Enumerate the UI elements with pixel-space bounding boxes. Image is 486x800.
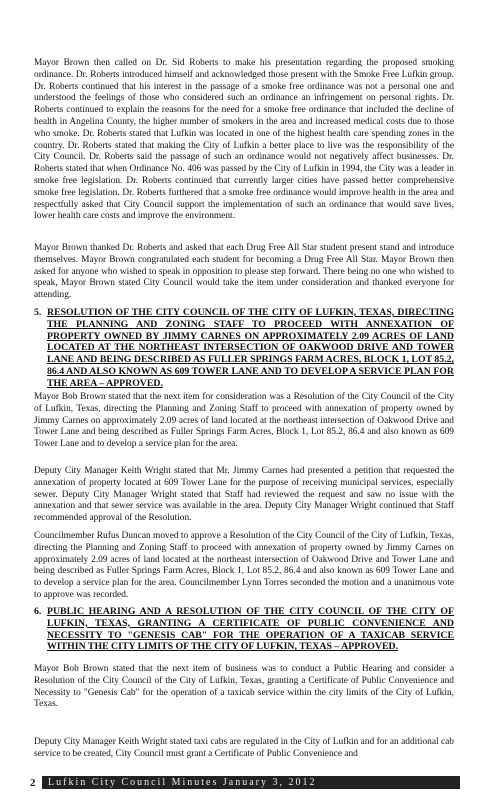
- paragraph-drug-free-all-stars: Mayor Brown thanked Dr. Roberts and asked that each Drug Free All Star student present stand and introduce themselves. Mayor Brown congratulated each student for becoming a Drug Free All Star. Mayor Brown then asked for anyone who wished to speak in opposition to please step forward. There being no one who wished to speak, Mayor Brown stated City Council would take the item under consideration and thanked everyone for attending.: [34, 243, 454, 301]
- paragraph-genesis-cab-intro: Mayor Bob Brown stated that the next item of business was to conduct a Public Hearing and consider a Resolution of the City Council of the City of Lufkin, Texas, granting a Certificate of Public Convenience and Necessity to "Genesis Cab" for the operation of a taxicab service within the city limits of the City of Lufkin, Texas.: [34, 664, 454, 710]
- paragraph-wright-taxicab: Deputy City Manager Keith Wright stated taxi cabs are regulated in the City of Lufkin and for an additional cab service to be created, City Council must grant a Certificate of Public Convenience and: [34, 737, 454, 759]
- agenda-item-6-heading: [34, 606, 454, 653]
- agenda-item-title: PUBLIC HEARING AND A RESOLUTION OF THE CITY COUNCIL OF THE CITY OF LUFKIN, TEXAS, GRANTING A CERTIFICATE OF PUBLIC CONVENIENCE AND NECESSITY TO "GENESIS CAB" FOR THE OPERATION OF A TAXICAB SERVICE WITHIN THE CITY LIMITS OF THE CITY OF LUFKIN, TEXAS – APPROVED.: [47, 606, 454, 653]
- page-footer: [30, 775, 460, 790]
- agenda-item-title: RESOLUTION OF THE CITY COUNCIL OF THE CITY OF LUFKIN, TEXAS, DIRECTING THE PLANNING AND ZONING STAFF TO PROCEED WITH ANNEXATION OF PROPERTY OWNED BY JIMMY CARNES ON APPROXIMATELY 2.09 ACRES OF LAND LOCATED AT THE NORTHEAST INTERSECTION OF OAKWOOD DRIVE AND TOWER LANE AND BEING DESCRIBED AS FULLER SPRINGS FARM ACRES, BLOCK 1, LOT 85.2, 86.4 AND ALSO KNOWN AS 609 TOWER LANE AND TO DEVELOP A SERVICE PLAN FOR THE AREA – APPROVED.: [47, 307, 454, 389]
- agenda-item-number: 5.: [34, 307, 42, 318]
- paragraph-annexation-intro: Mayor Bob Brown stated that the next item for consideration was a Resolution of the City Council of the City of Lufkin, Texas, directing the Planning and Zoning Staff to proceed with annexation of property owned by Jimmy Carnes on approximately 2.09 acres of land located at the northeast intersection of Oakwood Drive and Tower Lane and being described as Fuller Springs Farm Acres, Block 1, Lot 85.2, 86.4 and also known as 609 Tower Lane and to develop a service plan for the area.: [34, 392, 454, 450]
- agenda-item-number: 6.: [34, 606, 42, 617]
- page-number: 2: [30, 776, 36, 789]
- paragraph-roberts-presentation: Mayor Brown then called on Dr. Sid Roberts to make his presentation regarding the proposed smoking ordinance. Dr. Roberts introduced himself and acknowledged those present with the Smoke Free Lufkin group. Dr. Roberts continued that his interest in the passage of a smoke free ordinance was not a personal one and understood the feelings of those who considered such an ordinance an infringement on personal rights. Dr. Roberts continued to explain the reasons for the need for a smoke free ordinance that included the decline of health in Angelina County, the higher number of smokers in the area and increased medical costs due to those who smoke. Dr. Roberts stated that Lufkin was located in one of the highest health care spending zones in the country. Dr. Roberts stated that making the City of Lufkin a better place to live was the responsibility of the City Council. Dr. Roberts said the passage of such an ordinance would not negatively affect businesses. Dr. Roberts stated that when Ordinance No. 406 was passed by the City of Lufkin in 1994, the City was a leader in smoke free legislation. Dr. Roberts continued that currently larger cities have passed better comprehensive smoke free legislation. Dr. Roberts furthered that a smoke free ordinance would improve health in the area and respectfully asked that City Council support the implementation of such an ordinance that would save lives, lower health care costs and improve the environment.: [34, 58, 454, 222]
- paragraph-wright-annexation: Deputy City Manager Keith Wright stated that Mr. Jimmy Carnes had presented a petition that requested the annexation of property located at 609 Tower Lane for the purpose of receiving municipal services, especially sewer. Deputy City Manager Wright stated that Staff had reviewed the request and saw no issue with the annexation and that sewer service was available in the area. Deputy City Manager Wright continued that Staff recommended approval of the Resolution.: [34, 466, 454, 524]
- paragraph-annexation-motion: Councilmember Rufus Duncan moved to approve a Resolution of the City Council of the City of Lufkin, Texas, directing the Planning and Zoning Staff to proceed with annexation of property owned by Jimmy Carnes on approximately 2.09 acres of land located at the northeast intersection of Oakwood Drive and Tower Lane and being described as Fuller Springs Farm Acres, Block 1, Lot 85.2, 86.4 and also known as 609 Tower Lane and to develop a service plan for the area. Councilmember Lynn Torres seconded the motion and a unanimous vote to approve was recorded.: [34, 531, 454, 600]
- footer-banner: Lufkin City Council Minutes January 3, 2012: [42, 776, 460, 789]
- agenda-item-5-heading: [34, 307, 454, 390]
